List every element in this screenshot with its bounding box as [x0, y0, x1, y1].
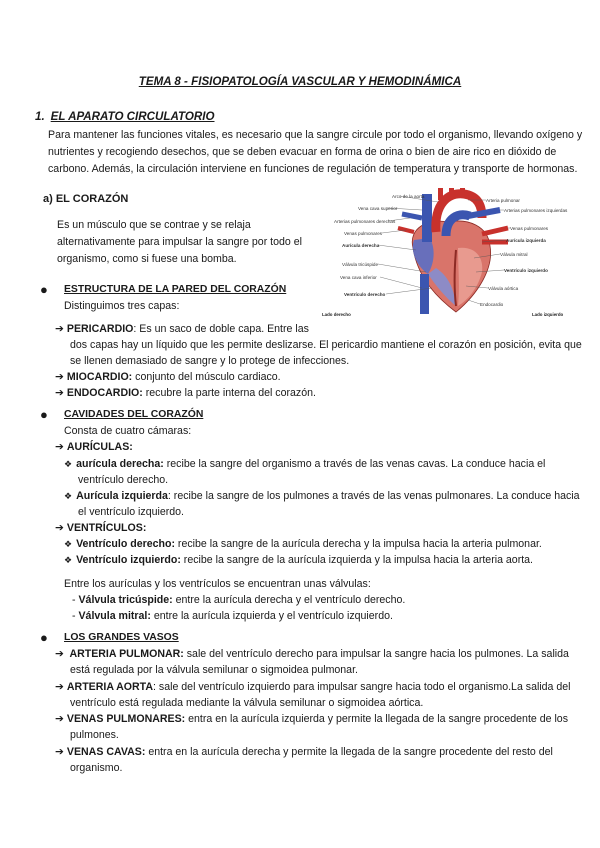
endocardio-line: ➔ ENDOCARDIO: recubre la parte interna del corazón. [55, 387, 316, 399]
bullet-icon: ● [40, 407, 48, 422]
subsection-heading: a) EL CORAZÓN [43, 193, 129, 205]
pericardio-line: dos capas hay un líquido que les permite deslizarse. El pericardio mantiene el corazón en posición, evita que [70, 339, 582, 351]
arteria-aorta-line: ventrículo está regulada mediante la válvula semilunar o sigmoidea aórtica. [70, 697, 424, 709]
auricula-izquierda-line: ❖ Aurícula izquierda: recibe la sangre de los pulmones a través de las venas pulmonares. La conduce hacia [64, 490, 580, 502]
cavidades-intro: Consta de cuatro cámaras: [64, 425, 192, 437]
diamond-icon: ❖ [64, 491, 73, 501]
diagram-label: Arterias pulmonares izquierdas [504, 208, 568, 213]
diagram-label: Válvula mitral [500, 252, 528, 257]
diagram-label: Aurícula derecha [342, 243, 380, 248]
diagram-label: Arco de la aorta [392, 194, 425, 199]
venas-cavas-line: organismo. [70, 762, 123, 774]
arteria-aorta-line: ➔ ARTERIA AORTA: sale del ventrículo izquierdo para impulsar sangre hacia todo el organismo.La salida del [55, 681, 571, 693]
corazon-line: Es un músculo que se contrae y se relaja [57, 219, 251, 231]
estructura-heading: ESTRUCTURA DE LA PARED DEL CORAZÓN [64, 284, 287, 295]
diagram-label: Endocardio [480, 302, 504, 307]
ventriculo-derecho-line: ❖ Ventrículo derecho: recibe la sangre de la aurícula derecha y la impulsa hacia la arteria pulmonar. [64, 538, 542, 550]
diagram-side-label: Lado izquierdo [532, 312, 564, 317]
arrow-icon: ➔ [55, 441, 64, 453]
venas-cavas-line: ➔ VENAS CAVAS: entra en la aurícula derecha y permite la llegada de la sangre procedente del resto del [55, 746, 553, 758]
miocardio-line: ➔ MIOCARDIO: conjunto del músculo cardiaco. [55, 371, 281, 383]
arrow-icon: ➔ [55, 371, 64, 383]
venas-pulmonares-line: pulmones. [70, 729, 119, 741]
diamond-icon: ❖ [64, 539, 73, 549]
valvula-tricuspide-line: - Válvula tricúspide: entre la aurícula derecha y el ventrículo derecho. [72, 594, 406, 606]
diagram-label: Arterias pulmonares derechas [334, 219, 396, 224]
arrow-icon: ➔ [55, 387, 64, 399]
diagram-label: Vena cava inferior [340, 275, 377, 280]
pericardio-line: se llenen demasiado de sangre y lo protege de infecciones. [70, 355, 350, 367]
intro-line: nutrientes y recogiendo desechos, que se deben evacuar en forma de orina o bien de aire rico en dióxido de [48, 146, 557, 158]
diagram-label: Aurícula izquierda [506, 238, 546, 243]
arrow-icon: ➔ [55, 746, 64, 758]
valvula-mitral-line: - Válvula mitral: entre la aurícula izquierda y el ventrículo izquierdo. [72, 610, 393, 622]
diagram-label: Ventrículo derecho [344, 292, 386, 297]
diagram-label: Venas pulmonares [344, 231, 383, 236]
diagram-label: Arteria pulmonar [486, 198, 520, 203]
corazon-line: organismo, como si fuese una bomba. [57, 253, 237, 265]
bullet-icon: ● [40, 282, 48, 297]
ventriculo-izquierdo-line: ❖ Ventrículo izquierdo: recibe la sangre de la aurícula izquierda y la impulsa hacia la arteria aorta. [64, 554, 533, 566]
cavidades-heading: CAVIDADES DEL CORAZÓN [64, 409, 204, 420]
arrow-icon: ➔ [55, 323, 64, 335]
diagram-label: Válvula aórtica [488, 286, 519, 291]
diagram-label: Ventrículo izquierdo [504, 268, 548, 273]
intro-line: carbono. Además, la circulación interviene en funciones de regulación de temperatura y transporte de hormonas. [48, 163, 578, 175]
ventriculos-label: ➔ VENTRÍCULOS: [55, 522, 147, 534]
diamond-icon: ❖ [64, 459, 73, 469]
venas-pulmonares-line: ➔ VENAS PULMONARES: entra en la aurícula izquierda y permite la llegada de la sangre procedente de los [55, 713, 568, 725]
arteria-pulmonar-line: está regulada por la válvula semilunar o sigmoidea pulmonar. [70, 664, 358, 676]
diamond-icon: ❖ [64, 555, 73, 565]
corazon-line: alternativamente para impulsar la sangre por todo el [57, 236, 302, 248]
intro-line: Para mantener las funciones vitales, es necesario que la sangre circule por todo el organismo, llevando oxígeno y [48, 129, 583, 141]
arrow-icon: ➔ [55, 713, 64, 725]
auricula-izquierda-line: el ventrículo izquierdo. [78, 506, 184, 518]
section-heading [35, 109, 215, 125]
arrow-icon: ➔ [55, 648, 64, 660]
heart-diagram [318, 188, 570, 322]
auricula-derecha-line: ❖ aurícula derecha: recibe la sangre del organismo a través de las venas cavas. La conduce hacia el [64, 458, 546, 470]
arteria-pulmonar-line: ➔ ARTERIA PULMONAR: sale del ventrículo derecho para impulsar la sangre hacia los pulmones. La salida [55, 648, 569, 660]
diagram-label: Válvula tricúspide [342, 262, 379, 267]
auricula-derecha-line: ventrículo derecho. [78, 474, 169, 486]
section-number: 1. [35, 110, 45, 123]
diagram-label: Venas pulmonares [510, 226, 549, 231]
vasos-heading: LOS GRANDES VASOS [64, 632, 179, 643]
arrow-icon: ➔ [55, 681, 64, 693]
diagram-label: Vena cava superior [358, 206, 398, 211]
diagram-side-label: Lado derecho [322, 312, 351, 317]
auriculas-label: ➔ AURÍCULAS: [55, 441, 133, 453]
estructura-intro: Distinguimos tres capas: [64, 300, 180, 312]
pericardio-line: ➔ PERICARDIO: Es un saco de doble capa. Entre las [55, 323, 309, 335]
page-title: TEMA 8 - FISIOPATOLOGÍA VASCULAR Y HEMODINÁMICA [138, 75, 462, 88]
bullet-icon: ● [40, 630, 48, 645]
valvulas-intro: Entre los aurículas y los ventrículos se encuentran unas válvulas: [64, 578, 371, 590]
section-label: EL APARATO CIRCULATORIO [50, 110, 215, 123]
arrow-icon: ➔ [55, 522, 64, 534]
